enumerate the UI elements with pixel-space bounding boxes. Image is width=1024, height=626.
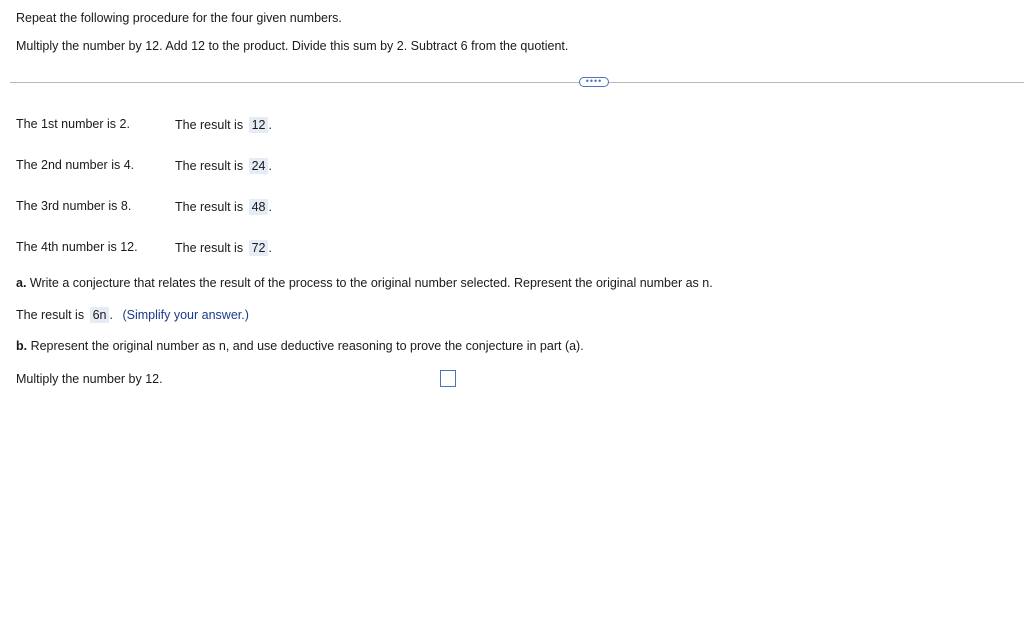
- number-4-label: The 4th number is 12.: [16, 240, 138, 254]
- result-1-suffix: .: [268, 118, 272, 132]
- part-b-text: Represent the original number as n, and use deductive reasoning to prove the conjecture in part (a).: [27, 339, 584, 353]
- result-1: [175, 117, 272, 133]
- number-1-label: The 1st number is 2.: [16, 117, 130, 131]
- simplify-hint: (Simplify your answer.): [122, 308, 249, 322]
- number-2-label: The 2nd number is 4.: [16, 158, 135, 172]
- result-4-suffix: .: [268, 241, 272, 255]
- result-2-answer[interactable]: 24: [249, 158, 269, 174]
- result-1-prefix: The result is: [175, 118, 244, 132]
- result-3: [175, 199, 272, 215]
- result-4: [175, 240, 272, 256]
- result-2: [175, 158, 272, 174]
- result-2-suffix: .: [268, 159, 272, 173]
- part-b-question: [16, 339, 584, 353]
- result-4-answer[interactable]: 72: [249, 240, 269, 256]
- result-3-suffix: .: [268, 200, 272, 214]
- number-3-label: The 3rd number is 8.: [16, 199, 132, 213]
- result-3-prefix: The result is: [175, 200, 244, 214]
- result-1-answer[interactable]: 12: [249, 117, 269, 133]
- section-divider: [10, 82, 1024, 83]
- intro-text: Repeat the following procedure for the four given numbers.: [16, 11, 342, 25]
- part-a-answer[interactable]: 6n: [90, 307, 110, 323]
- step-1-input[interactable]: [440, 370, 456, 387]
- step-1-label: Multiply the number by 12.: [16, 372, 163, 386]
- part-a-answer-prefix: The result is: [16, 308, 85, 322]
- part-a-letter: a.: [16, 276, 27, 290]
- part-a-answer-line: [16, 307, 249, 323]
- result-4-prefix: The result is: [175, 241, 244, 255]
- part-a-answer-suffix: .: [109, 308, 113, 322]
- part-b-letter: b.: [16, 339, 28, 353]
- part-a-text: Write a conjecture that relates the result of the process to the original number selected. Represent the original number as n.: [26, 276, 713, 290]
- result-3-answer[interactable]: 48: [249, 199, 269, 215]
- result-2-prefix: The result is: [175, 159, 244, 173]
- part-a-question: [16, 276, 713, 290]
- procedure-text: Multiply the number by 12. Add 12 to the product. Divide this sum by 2. Subtract 6 from the quotient.: [16, 39, 569, 53]
- expand-more-button[interactable]: ••••: [579, 77, 609, 87]
